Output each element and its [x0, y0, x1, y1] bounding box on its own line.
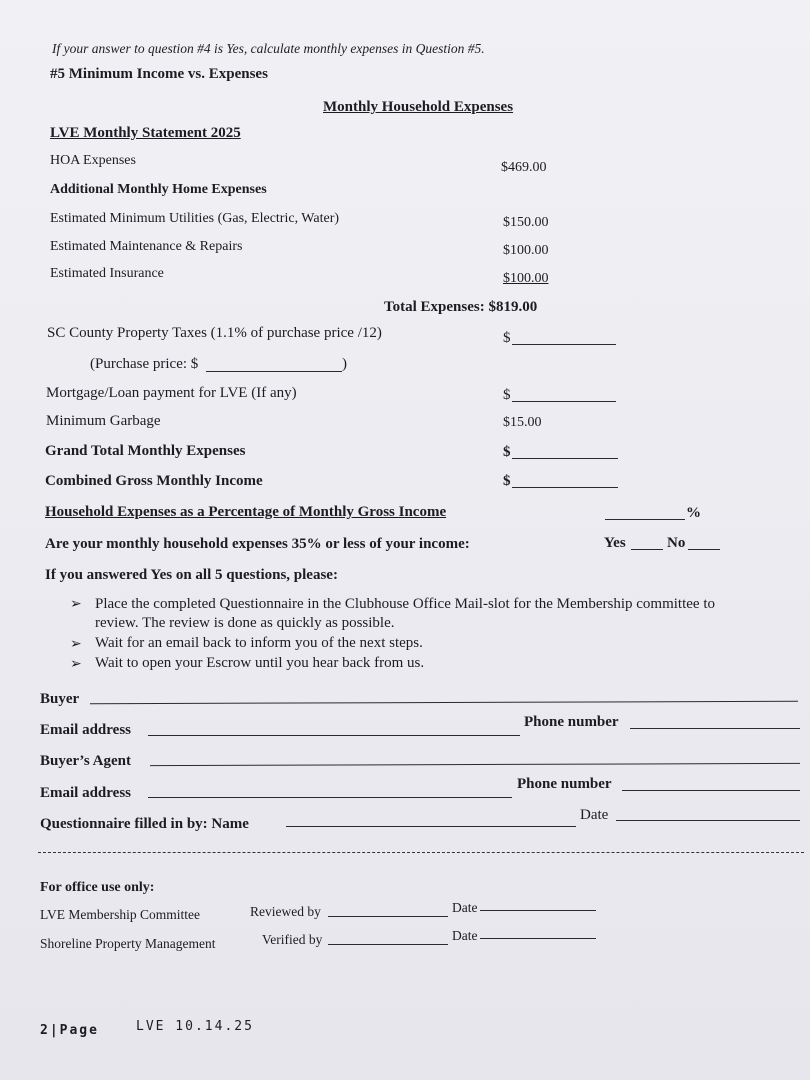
- agent-input-line[interactable]: [150, 763, 800, 766]
- percentage-suffix: %: [686, 505, 701, 521]
- reviewed-label: Reviewed by: [250, 904, 321, 919]
- arrow-bullet-icon: ➢: [70, 637, 82, 652]
- instruction-item-3: Wait to open your Escrow until you hear back from us.: [95, 655, 425, 671]
- grand-total-dollar: $: [503, 444, 511, 460]
- taxes-dollar: $: [503, 330, 511, 346]
- email-input-line-2[interactable]: [148, 797, 512, 798]
- hoa-value: $469.00: [501, 160, 547, 175]
- email-label-1: Email address: [40, 722, 131, 738]
- insurance-label: Estimated Insurance: [50, 266, 164, 281]
- document-code: LVE 10.14.25: [136, 1019, 254, 1034]
- mortgage-dollar: $: [503, 387, 511, 403]
- date-input-line-1[interactable]: [480, 910, 596, 911]
- statement-title: LVE Monthly Statement 2025: [50, 125, 241, 141]
- purchase-label: (Purchase price: $: [90, 356, 199, 372]
- verified-label: Verified by: [262, 932, 323, 947]
- income-input-line[interactable]: [512, 487, 618, 488]
- insurance-value: $100.00: [503, 271, 549, 286]
- mortgage-label: Mortgage/Loan payment for LVE (If any): [46, 385, 297, 401]
- yes-input-line[interactable]: [631, 549, 663, 550]
- total-expenses: Total Expenses: $819.00: [384, 299, 538, 315]
- phone-input-line-2[interactable]: [622, 790, 800, 791]
- filled-by-input-line[interactable]: [286, 826, 576, 827]
- utilities-value: $150.00: [503, 215, 549, 230]
- purchase-close: ): [342, 356, 347, 372]
- mortgage-input-line[interactable]: [512, 401, 616, 402]
- office-title: For office use only:: [40, 880, 155, 895]
- additional-label: Additional Monthly Home Expenses: [50, 182, 267, 197]
- maintenance-label: Estimated Maintenance & Repairs: [50, 239, 243, 254]
- instruction-item-2: Wait for an email back to inform you of the next steps.: [95, 635, 423, 651]
- filled-by-label: Questionnaire filled in by: Name: [40, 816, 249, 832]
- income-label: Combined Gross Monthly Income: [45, 473, 263, 489]
- phone-input-line-1[interactable]: [630, 728, 800, 729]
- instruction-text: If your answer to question #4 is Yes, calculate monthly expenses in Question #5.: [52, 41, 485, 56]
- buyer-input-line[interactable]: [90, 701, 798, 704]
- email-input-line-1[interactable]: [148, 735, 520, 736]
- section-title: #5 Minimum Income vs. Expenses: [50, 66, 268, 82]
- buyer-label: Buyer: [40, 691, 80, 707]
- purchase-input-line[interactable]: [206, 371, 342, 372]
- taxes-input-line[interactable]: [512, 344, 616, 345]
- arrow-bullet-icon: ➢: [70, 657, 82, 672]
- yes-label: Yes: [604, 535, 626, 551]
- maintenance-value: $100.00: [503, 243, 549, 258]
- instruction-item-1-cont: review. The review is done as quickly as possible.: [95, 615, 395, 631]
- date-input-line[interactable]: [616, 820, 800, 821]
- phone-label-1: Phone number: [524, 714, 619, 730]
- utilities-label: Estimated Minimum Utilities (Gas, Electric, Water): [50, 211, 340, 226]
- instructions-intro: If you answered Yes on all 5 questions, please:: [45, 567, 338, 583]
- garbage-value: $15.00: [503, 415, 542, 430]
- reviewed-input-line[interactable]: [328, 916, 448, 917]
- verified-input-line[interactable]: [328, 944, 448, 945]
- date-label: Date: [580, 807, 609, 823]
- garbage-label: Minimum Garbage: [46, 413, 161, 429]
- percentage-label: Household Expenses as a Percentage of Monthly Gross Income: [45, 504, 447, 520]
- agent-label: Buyer’s Agent: [40, 753, 131, 769]
- income-dollar: $: [503, 473, 511, 489]
- no-label: No: [667, 535, 686, 551]
- arrow-bullet-icon: ➢: [70, 597, 82, 612]
- percentage-input-line[interactable]: [605, 519, 685, 520]
- hoa-label: HOA Expenses: [50, 153, 136, 168]
- question-label: Are your monthly household expenses 35% or less of your income:: [45, 536, 470, 552]
- instruction-item-1: Place the completed Questionnaire in the Clubhouse Office Mail-slot for the Membership committee to: [95, 596, 715, 612]
- committee-label: LVE Membership Committee: [40, 907, 200, 922]
- phone-label-2: Phone number: [517, 776, 612, 792]
- date-input-line-2[interactable]: [480, 938, 596, 939]
- section-divider: [38, 852, 804, 853]
- page-number: 2|Page: [40, 1023, 99, 1038]
- no-input-line[interactable]: [688, 549, 720, 550]
- taxes-label: SC County Property Taxes (1.1% of purchase price /12): [47, 325, 382, 341]
- email-label-2: Email address: [40, 785, 131, 801]
- grand-total-input-line[interactable]: [512, 458, 618, 459]
- date-label-1: Date: [452, 900, 478, 915]
- table-title: Monthly Household Expenses: [323, 99, 514, 115]
- management-label: Shoreline Property Management: [40, 936, 216, 951]
- date-label-2: Date: [452, 928, 478, 943]
- grand-total-label: Grand Total Monthly Expenses: [45, 443, 246, 459]
